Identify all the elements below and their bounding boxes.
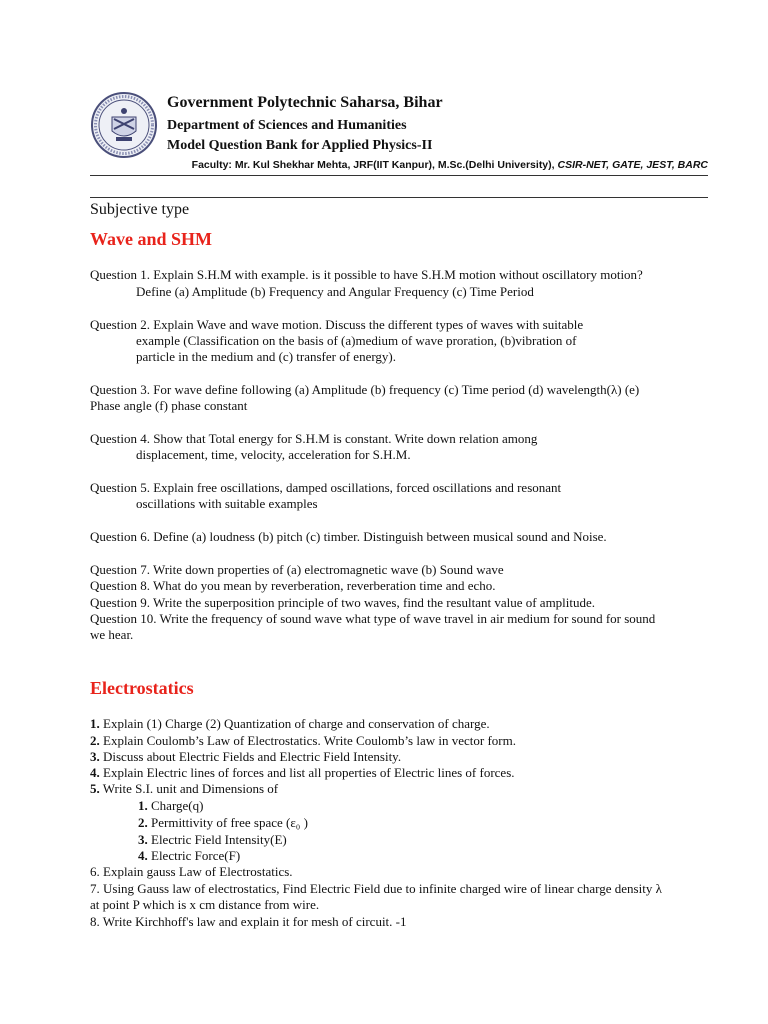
list-item xyxy=(90,781,278,797)
sub-item-number: 2. xyxy=(138,815,148,830)
question-line: at point P which is x cm distance from wire. xyxy=(90,897,320,912)
list-item xyxy=(90,749,401,765)
faculty-qualifications: CSIR-NET, GATE, JEST, BARC xyxy=(557,159,708,171)
sub-list-item xyxy=(138,848,240,864)
item-text: Write S.I. unit and Dimensions of xyxy=(102,781,279,796)
question-line: Question 6. Define (a) loudness (b) pitch (c) timber. Distinguish between musical sound and Noise. xyxy=(90,529,607,544)
question-line: 6. Explain gauss Law of Electrostatics. xyxy=(90,864,293,879)
question-line: Question 3. For wave define following (a) Amplitude (b) frequency (c) Time period (d) wavelength(λ) (e) xyxy=(90,382,640,397)
header-divider xyxy=(90,175,708,176)
sub-list-item xyxy=(138,815,308,831)
question-line: Question 2. Explain Wave and wave motion. Discuss the different types of waves with suitable xyxy=(90,317,584,332)
question-line: particle in the medium and (c) transfer of energy). xyxy=(136,349,397,364)
sub-item-number: 3. xyxy=(138,832,148,847)
institution-name: Government Polytechnic Saharsa, Bihar xyxy=(167,94,443,111)
sub-item-text: Permittivity of free space (ε₀ ) xyxy=(151,815,308,830)
item-text: Explain (1) Charge (2) Quantization of charge and conservation of charge. xyxy=(103,716,490,731)
question-bank-title: Model Question Bank for Applied Physics-II xyxy=(167,138,433,153)
section-title-wave-shm: Wave and SHM xyxy=(90,229,213,249)
question-line: Question 5. Explain free oscillations, damped oscillations, forced oscillations and resonant xyxy=(90,480,562,495)
sub-list-item xyxy=(138,832,287,848)
item-text: Explain Coulomb’s Law of Electrostatics. Write Coulomb’s law in vector form. xyxy=(103,733,516,748)
question-line: Question 1. Explain S.H.M with example. is it possible to have S.H.M motion without oscillatory motion? xyxy=(90,267,643,282)
item-number: 4. xyxy=(90,765,100,780)
subject-type-label: Subjective type xyxy=(90,201,190,218)
question-line: Define (a) Amplitude (b) Frequency and Angular Frequency (c) Time Period xyxy=(136,284,534,299)
question-line: oscillations with suitable examples xyxy=(136,496,318,511)
item-text: Discuss about Electric Fields and Electric Field Intensity. xyxy=(103,749,402,764)
sub-item-text: Electric Field Intensity(E) xyxy=(151,832,287,847)
question-line: Question 10. Write the frequency of sound wave what type of wave travel in air medium for sound for sound xyxy=(90,611,656,626)
sub-item-number: 1. xyxy=(138,798,148,813)
sub-item-text: Charge(q) xyxy=(151,798,204,813)
question-line: Question 8. What do you mean by reverberation, reverberation time and echo. xyxy=(90,578,496,593)
department-name: Department of Sciences and Humanities xyxy=(167,118,407,133)
sub-item-text: Electric Force(F) xyxy=(151,848,241,863)
item-number: 5. xyxy=(90,781,100,796)
question-line: displacement, time, velocity, acceleration for S.H.M. xyxy=(136,447,411,462)
list-item xyxy=(90,716,490,732)
faculty-line xyxy=(192,159,708,171)
item-number: 2. xyxy=(90,733,100,748)
college-seal-icon xyxy=(90,89,158,161)
question-line: 8. Write Kirchhoff's law and explain it for mesh of circuit. -1 xyxy=(90,914,407,929)
question-line: example (Classification on the basis of (a)medium of wave proration, (b)vibration of xyxy=(136,333,577,348)
item-number: 1. xyxy=(90,716,100,731)
section-divider xyxy=(90,197,708,198)
section-title-electrostatics: Electrostatics xyxy=(90,678,194,698)
question-line: Phase angle (f) phase constant xyxy=(90,398,248,413)
item-number: 3. xyxy=(90,749,100,764)
question-line: 7. Using Gauss law of electrostatics, Find Electric Field due to infinite charged wire of linear charge density λ xyxy=(90,881,662,896)
item-text: Explain Electric lines of forces and list all properties of Electric lines of forces. xyxy=(103,765,515,780)
question-line: Question 7. Write down properties of (a) electromagnetic wave (b) Sound wave xyxy=(90,562,504,577)
question-line: Question 9. Write the superposition principle of two waves, find the resultant value of amplitude. xyxy=(90,595,596,610)
list-item xyxy=(90,765,515,781)
sub-item-number: 4. xyxy=(138,848,148,863)
question-line: Question 4. Show that Total energy for S.H.M is constant. Write down relation among xyxy=(90,431,538,446)
question-line: we hear. xyxy=(90,627,134,642)
faculty-details: Faculty: Mr. Kul Shekhar Mehta, JRF(IIT Kanpur), M.Sc.(Delhi University), xyxy=(191,159,558,171)
list-item xyxy=(90,733,516,749)
sub-list-item xyxy=(138,798,203,814)
